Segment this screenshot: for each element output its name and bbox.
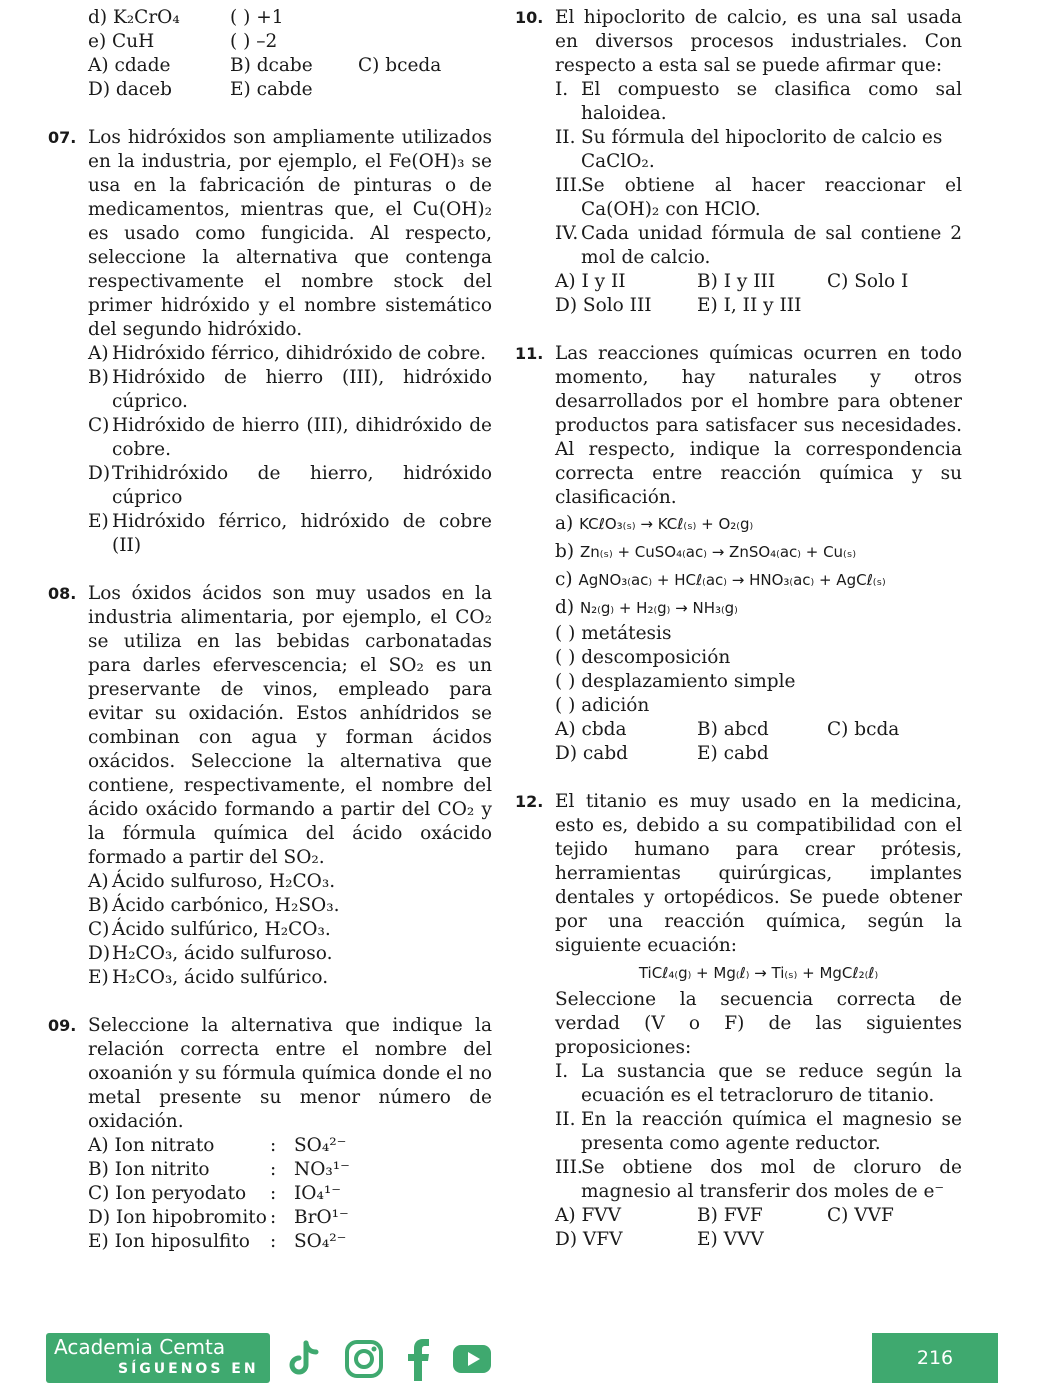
question-stem: Seleccione la alternativa que indique la relación correcta entre el nombre del oxoanión y su fórmula química donde el no metal presente su menor número de oxidación. [88, 1015, 492, 1132]
question-stem: Los hidróxidos son ampliamente utilizados en la industria, por ejemplo, el Fe(OH)₃ se usa en la fabricación de pinturas o de medicamentos, mientras que, el Cu(OH)₂ es usado como fungicida. Al respecto, seleccione la alternativa que contenga respectivamente el nombre stock del primer hidróxido y el nombre sistemático del segundo hidróxido. [88, 127, 492, 340]
q11-classification: ( ) descomposición [555, 647, 731, 668]
right-column [515, 6, 962, 1252]
q07-option-e: E) Hidróxido férrico, hidróxido de cobre (II) [88, 511, 492, 556]
q11-option: D) cabd [555, 743, 629, 764]
q12-options-row2 [555, 1228, 962, 1252]
q08-option-a: A) Ácido sulfuroso, H₂CO₃. [88, 871, 336, 892]
q08-option-e: E) H₂CO₃, ácido sulfúrico. [88, 967, 329, 988]
q11-classification: ( ) metátesis [555, 623, 672, 644]
question-number: 11. [515, 344, 544, 363]
question-number: 10. [515, 8, 544, 27]
q11-options-row1 [555, 718, 962, 742]
social-icons [286, 1335, 492, 1383]
q06-option: B) dcabe [230, 55, 313, 76]
question-number: 09. [48, 1016, 77, 1035]
q06-option: D) daceb [88, 79, 172, 100]
q12-proposition: II. En la reacción química el magnesio se presenta como agente reductor. [555, 1109, 962, 1154]
q12-equation: TiCℓ₄₍g₎ + Mg₍ℓ₎ → Ti₍ₛ₎ + MgCℓ₂₍ℓ₎ [638, 964, 879, 982]
q06-options-row2 [88, 78, 492, 102]
q06-item-e: e) CuH ( ) –2 [88, 31, 278, 52]
q09-option-a: A) Ion nitrato : SO₄²⁻ [88, 1135, 347, 1156]
q12-option: B) FVF [697, 1205, 763, 1226]
q07-option-d: D) Trihidróxido de hierro, hidróxido cúprico [88, 463, 492, 508]
q11-option: C) bcda [827, 719, 900, 740]
question-stem: El titanio es muy usado en la medicina, esto es, debido a su compatibilidad con el tejido humano para crear prótesis, herramientas quirúrgicas, implantes dentales y ortopédicos. Se puede obtener por una reacción química, según la siguiente ecuación: [555, 791, 962, 956]
q12-option: A) FVV [555, 1205, 622, 1226]
q07-option-a: A) Hidróxido férrico, dihidróxido de cobre. [88, 343, 487, 364]
q09-option-c: C) Ion peryodato : IO₄¹⁻ [88, 1183, 342, 1204]
question-stem: Las reacciones químicas ocurren en todo momento, hay naturales y otros desarrollados por el hombre para obtener productos para satisfacer sus necesidades. Al respecto, indique la correspondencia correcta entre reacción química y su clasificación. [555, 343, 962, 508]
q10-proposition: IV. Cada unidad fórmula de sal contiene 2 mol de calcio. [555, 223, 962, 268]
question-12 [515, 790, 962, 958]
q12-proposition: III. Se obtiene dos mol de cloruro de magnesio al transferir dos moles de e⁻ [555, 1157, 962, 1202]
q11-classification: ( ) desplazamiento simple [555, 671, 796, 692]
brand-banner [46, 1333, 270, 1383]
q06-options-row1 [88, 54, 492, 78]
q08-option-d: D) H₂CO₃, ácido sulfuroso. [88, 943, 333, 964]
q10-proposition: I. El compuesto se clasifica como sal haloidea. [555, 79, 962, 124]
q08-option-c: C) Ácido sulfúrico, H₂CO₃. [88, 919, 331, 940]
youtube-icon[interactable] [452, 1344, 492, 1374]
q10-options-row1 [555, 270, 962, 294]
q09-option-b: B) Ion nitrito : NO₃¹⁻ [88, 1159, 350, 1180]
instagram-icon[interactable] [344, 1339, 384, 1379]
left-column [48, 6, 492, 1254]
q08-option-b: B) Ácido carbónico, H₂SO₃. [88, 895, 340, 916]
q06-option: C) bceda [358, 55, 442, 76]
q06-item-d: d) K₂CrO₄ ( ) +1 [88, 7, 284, 28]
tiktok-icon[interactable] [286, 1339, 322, 1379]
q07-option-c: C) Hidróxido de hierro (III), dihidróxido de cobre. [88, 415, 492, 460]
q10-options-row2 [555, 294, 962, 318]
q06-option: E) cabde [230, 79, 313, 100]
q11-option: B) abcd [697, 719, 769, 740]
q11-reaction: a) KCℓO₃₍ₛ₎ → KCℓ₍ₛ₎ + O₂₍g₎ [555, 513, 754, 534]
q11-reaction: d) N₂₍g₎ + H₂₍g₎ → NH₃₍g₎ [555, 597, 738, 618]
question-stem: Los óxidos ácidos son muy usados en la industria alimentaria, por ejemplo, el CO₂ se utiliza en las bebidas carbonatadas para darles efervescencia; el SO₂ es un preservante de vinos, empleado para evitar su oxidación. Estos anhídridos se combinan con agua y forman ácidos oxácidos. Seleccione la alternativa que contiene, respectivamente, el nombre del ácido oxácido formando a partir del CO₂ y la fórmula química del ácido oxácido formado a partir del SO₂. [88, 583, 492, 868]
question-stem: El hipoclorito de calcio, es una sal usada en diversos procesos industriales. Con respecto a esta sal se puede afirmar que: [555, 7, 962, 76]
q12-option: D) VFV [555, 1229, 623, 1250]
question-08 [48, 582, 492, 870]
q12-instruction: Seleccione la secuencia correcta de verdad (V o F) de las siguientes proposiciones: [555, 989, 962, 1058]
q11-options-row2 [555, 742, 962, 766]
q12-option: C) VVF [827, 1205, 894, 1226]
q10-option: E) I, II y III [697, 295, 802, 316]
page-number: 216 [872, 1333, 998, 1383]
q06-option: A) cdade [88, 55, 171, 76]
q10-option: D) Solo III [555, 295, 652, 316]
follow-label: SÍGUENOS EN [118, 1361, 259, 1377]
q12-proposition: I. La sustancia que se reduce según la ecuación es el tetracloruro de titanio. [555, 1061, 962, 1106]
question-09 [48, 1014, 492, 1134]
q12-option: E) VVV [697, 1229, 764, 1250]
question-number: 08. [48, 584, 77, 603]
q12-options-row1 [555, 1204, 962, 1228]
q10-option: A) I y II [555, 271, 626, 292]
question-number: 07. [48, 128, 77, 147]
q09-option-d: D) Ion hipobromito : BrO¹⁻ [88, 1207, 349, 1228]
brand-name: Academia Cemta [54, 1335, 226, 1359]
q11-option: A) cbda [555, 719, 627, 740]
question-11 [515, 342, 962, 510]
q10-proposition: III. Se obtiene al hacer reaccionar el Ca(OH)₂ con HClO. [555, 175, 962, 220]
question-10 [515, 6, 962, 78]
q11-classification: ( ) adición [555, 695, 650, 716]
q10-option: C) Solo I [827, 271, 909, 292]
q11-reaction: c) AgNO₃₍ac₎ + HCℓ₍ac₎ → HNO₃₍ac₎ + AgCℓ₍ₛ₎ [555, 569, 886, 590]
q07-option-b: B) Hidróxido de hierro (III), hidróxido cúprico. [88, 367, 492, 412]
q11-option: E) cabd [697, 743, 769, 764]
facebook-icon[interactable] [406, 1337, 430, 1381]
q10-option: B) I y III [697, 271, 776, 292]
q10-proposition: II. Su fórmula del hipoclorito de calcio es CaClO₂. [555, 127, 943, 172]
question-07 [48, 126, 492, 342]
q11-reaction: b) Zn₍ₛ₎ + CuSO₄₍ac₎ → ZnSO₄₍ac₎ + Cu₍ₛ₎ [555, 541, 857, 562]
question-number: 12. [515, 792, 544, 811]
q09-option-e: E) Ion hiposulfito : SO₄²⁻ [88, 1231, 347, 1252]
